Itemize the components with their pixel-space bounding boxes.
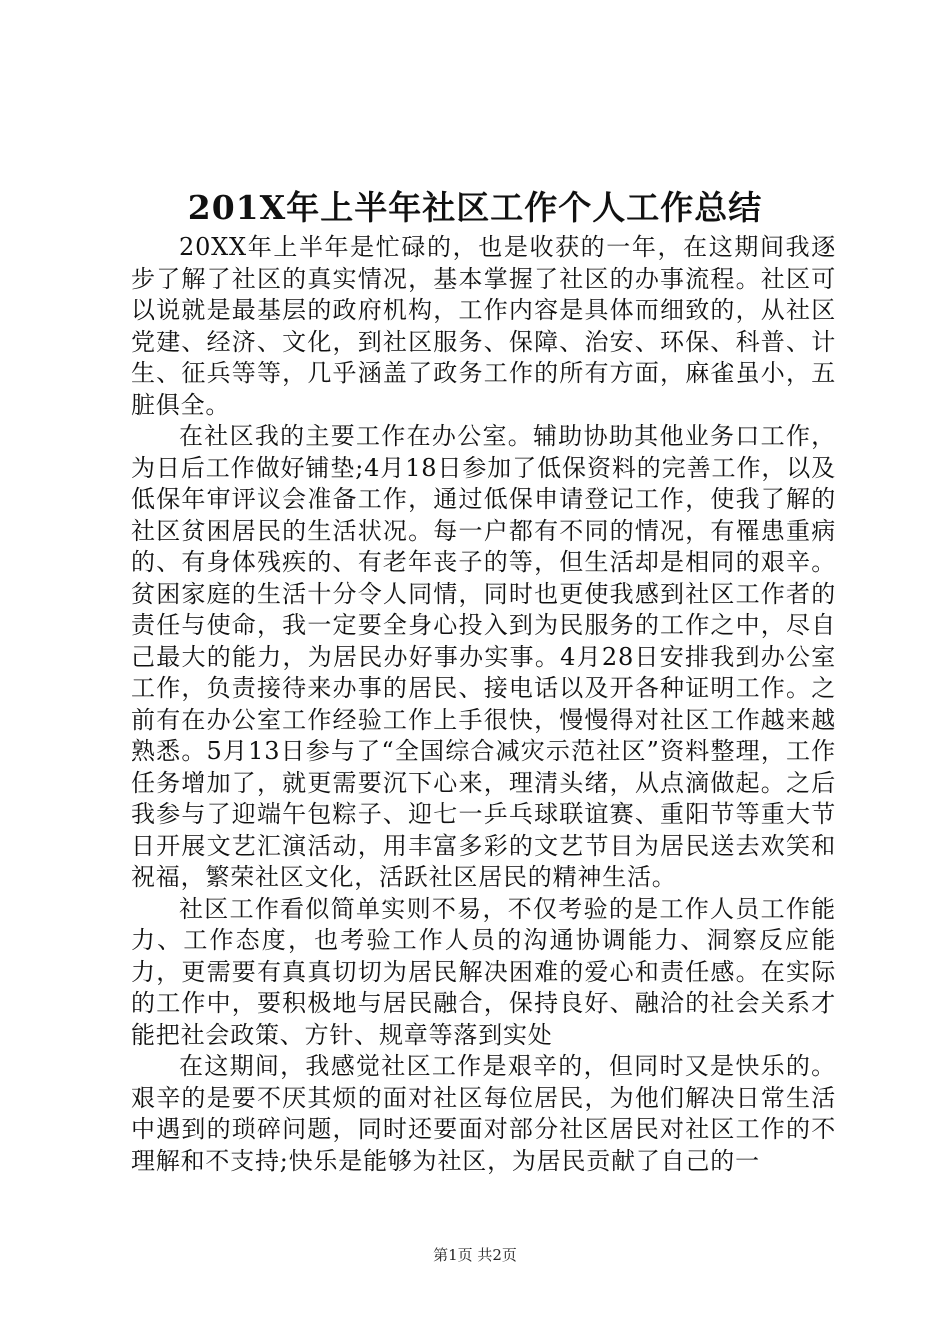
paragraph-3: 社区工作看似简单实则不易，不仅考验的是工作人员工作能力、工作态度，也考验工作人员的沟通协调能力、洞察反应能力，更需要有真真切切为居民解决困难的爱心和责任感。在实际的工作中，要积极地与居民融合，保持良好、融洽的社会关系才能把社会政策、方针、规章等落到实处 [131,894,836,1049]
document-title: 201X年上半年社区工作个人工作总结 [187,188,763,227]
page-footer: 第1页 共2页 [433,1246,517,1264]
document-body [131,232,836,1177]
paragraph-2: 在社区我的主要工作在办公室。辅助协助其他业务口工作，为日后工作做好铺垫;4月18日参加了低保资料的完善工作，以及低保年审评议会准备工作，通过低保申请登记工作，使我了解的社区贫困居民的生活状况。每一户都有不同的情况，有罹患重病的、有身体残疾的、有老年丧子的等，但生活却是相同的艰辛。贫困家庭的生活十分令人同情，同时也更使我感到社区工作者的责任与使命，我一定要全身心投入到为民服务的工作之中，尽自己最大的能力，为居民办好事办实事。4月28日安排我到办公室工作，负责接待来办事的居民、接电话以及开各种证明工作。之前有在办公室工作经验工作上手很快，慢慢得对社区工作越来越熟悉。5月13日参与了“全国综合减灾示范社区”资料整理，工作任务增加了，就更需要沉下心来，理清头绪，从点滴做起。之后我参与了迎端午包粽子、迎七一乒乓球联谊赛、重阳节等重大节日开展文艺汇演活动，用丰富多彩的文艺节目为居民送去欢笑和祝福，繁荣社区文化，活跃社区居民的精神生活。 [131,422,836,891]
paragraph-4: 在这期间，我感觉社区工作是艰辛的，但同时又是快乐的。艰辛的是要不厌其烦的面对社区每位居民，为他们解决日常生活中遇到的琐碎问题，同时还要面对部分社区居民对社区工作的不理解和不支持;快乐是能够为社区，为居民贡献了自己的一 [131,1052,836,1175]
paragraph-1: 20XX年上半年是忙碌的，也是收获的一年，在这期间我逐步了解了社区的真实情况，基本掌握了社区的办事流程。社区可以说就是最基层的政府机构，工作内容是具体而细致的，从社区党建、经济、文化，到社区服务、保障、治安、环保、科普、计生、征兵等等，几乎涵盖了政务工作的所有方面，麻雀虽小，五脏俱全。 [131,233,836,419]
